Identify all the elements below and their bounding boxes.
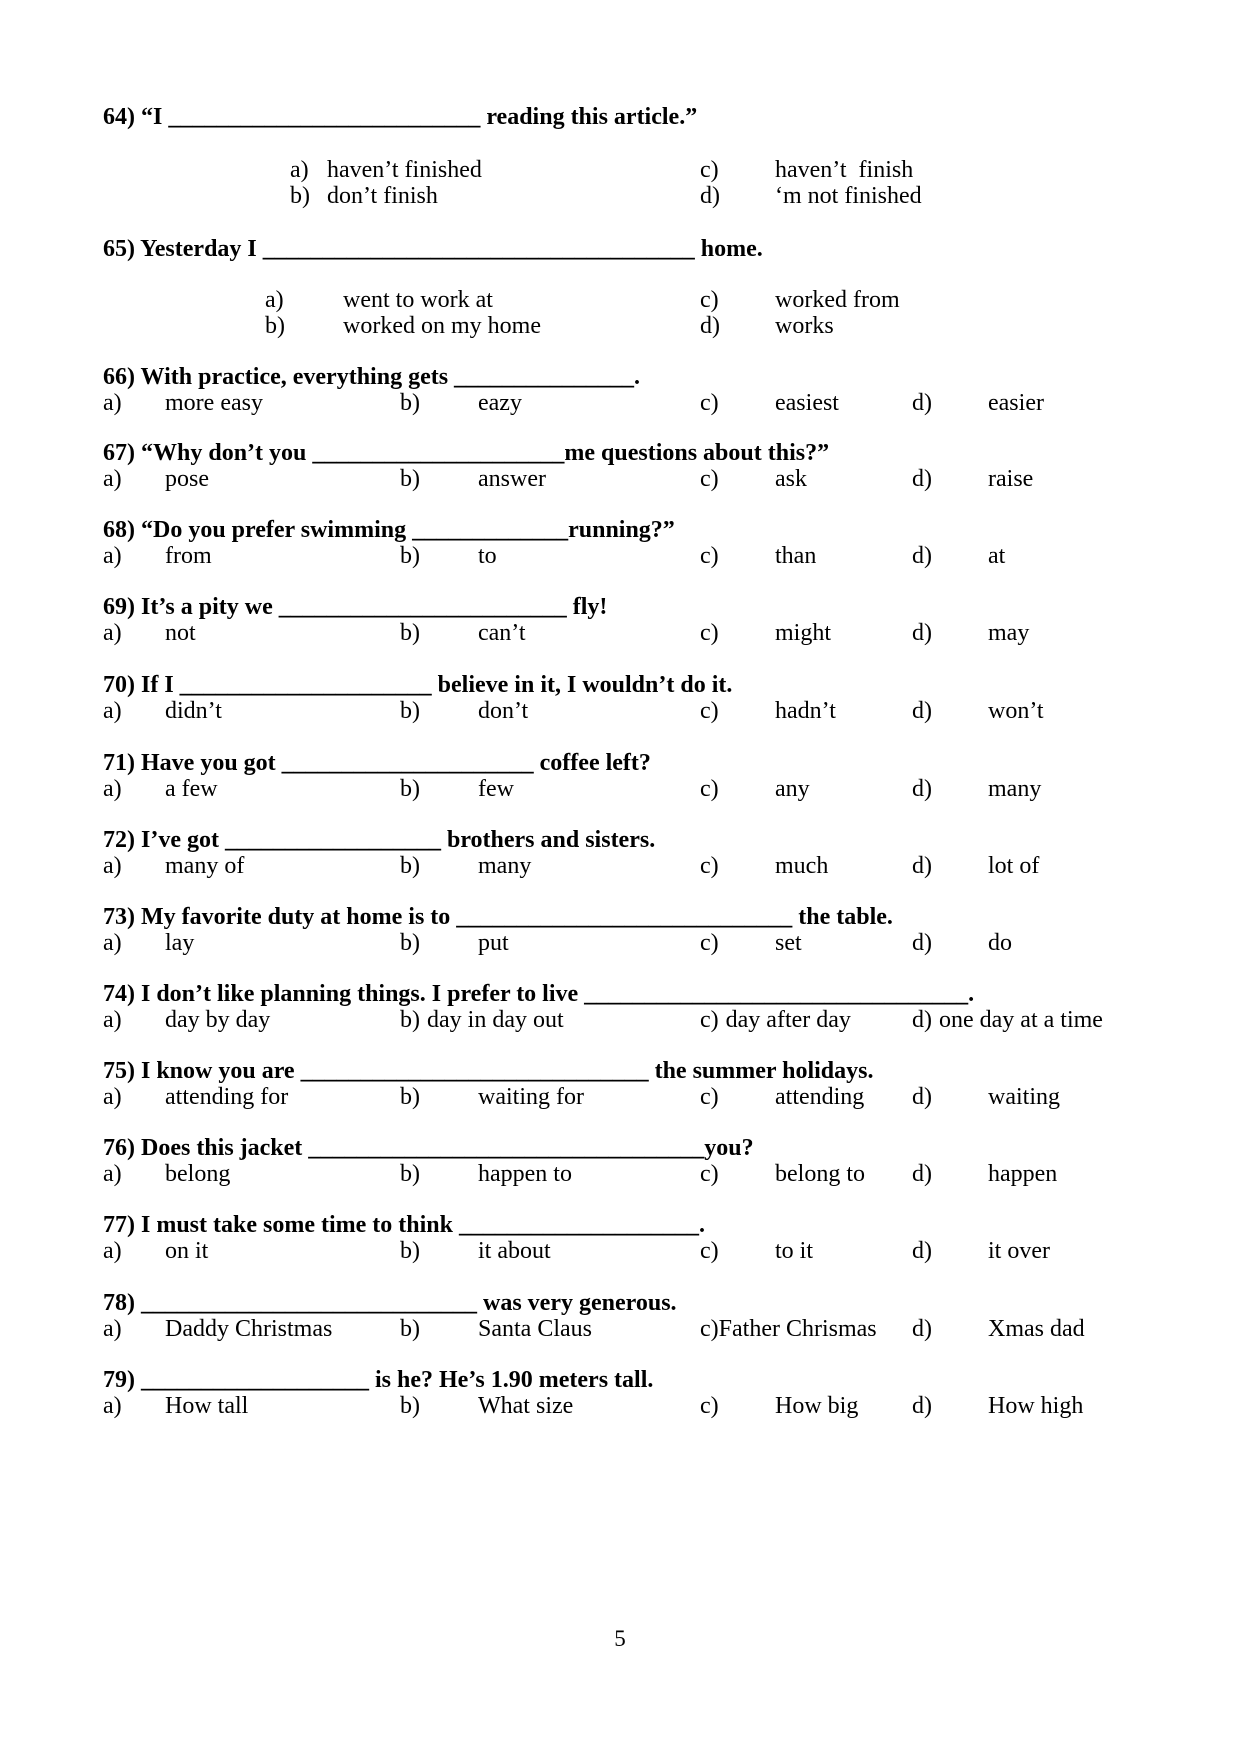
question-text: 70) If I _____________________ believe in it, I wouldn’t do it. (103, 672, 733, 698)
option-text: do (988, 930, 1012, 956)
question-text: 65) Yesterday I ____________________________________ home. (103, 236, 763, 262)
option-label: b) (400, 543, 420, 569)
option-text: day by day (165, 1007, 271, 1033)
question-text: 73) My favorite duty at home is to ____________________________ the table. (103, 904, 893, 930)
option-text: happen (988, 1161, 1058, 1187)
question-text: 72) I’ve got __________________ brothers and sisters. (103, 827, 656, 853)
option-text: eazy (478, 390, 522, 416)
option-text: many of (165, 853, 245, 879)
option-text: than (775, 543, 817, 569)
answer-option (700, 1007, 851, 1033)
option-text: didn’t (165, 698, 222, 724)
option-text: belong to (775, 1161, 865, 1187)
option-label: b) (400, 466, 420, 492)
option-text: on it (165, 1238, 209, 1264)
answer-option (400, 1007, 564, 1033)
option-text: hadn’t (775, 698, 836, 724)
option-text: belong (165, 1161, 231, 1187)
question-text: 69) It’s a pity we ________________________ fly! (103, 594, 608, 620)
page-number: 5 (614, 1626, 626, 1651)
option-label: d) (912, 1007, 932, 1033)
option-label: b) (265, 313, 285, 339)
question-text: 77) I must take some time to think ____________________. (103, 1212, 705, 1238)
option-text: not (165, 620, 196, 646)
option-label: b) (400, 1316, 420, 1342)
option-text: How tall (165, 1393, 249, 1419)
option-label: b) (400, 1393, 420, 1419)
option-text: to it (775, 1238, 814, 1264)
option-label: d) (912, 853, 932, 879)
option-text: one day at a time (939, 1007, 1103, 1033)
option-text: Santa Claus (478, 1316, 592, 1342)
option-label: a) (103, 543, 122, 569)
option-text: works (775, 313, 834, 339)
option-text: many (988, 776, 1042, 802)
option-label: b) (400, 1084, 420, 1110)
option-text: Xmas dad (988, 1316, 1085, 1342)
answer-option (912, 1007, 1103, 1033)
option-label: a) (103, 1007, 122, 1033)
option-text: many (478, 853, 532, 879)
option-text: don’t finish (327, 183, 438, 209)
option-label: d) (912, 620, 932, 646)
option-label: a) (265, 287, 284, 313)
option-text: to (478, 543, 497, 569)
option-label: a) (103, 930, 122, 956)
option-label: d) (700, 313, 720, 339)
question-text: 66) With practice, everything gets _______________. (103, 364, 641, 390)
option-text: haven’t finish (775, 157, 914, 183)
question-text: 75) I know you are _____________________________ the summer holidays. (103, 1058, 874, 1084)
option-text: any (775, 776, 810, 802)
option-label: a) (103, 698, 122, 724)
option-text: Daddy Christmas (165, 1316, 333, 1342)
option-text: attending for (165, 1084, 289, 1110)
question-text: 68) “Do you prefer swimming _____________running?” (103, 517, 675, 543)
option-label: b) (400, 776, 420, 802)
answer-option (700, 1316, 877, 1342)
option-label: a) (103, 1316, 122, 1342)
option-label: c) (700, 1393, 719, 1419)
option-label: d) (912, 1393, 932, 1419)
option-text: lot of (988, 853, 1040, 879)
option-label: d) (912, 543, 932, 569)
option-label: d) (912, 1161, 932, 1187)
option-label: d) (912, 776, 932, 802)
option-text: ask (775, 466, 807, 492)
option-text: happen to (478, 1161, 572, 1187)
option-label: a) (103, 1393, 122, 1419)
option-text: from (165, 543, 212, 569)
option-text: don’t (478, 698, 529, 724)
option-label: b) (290, 183, 310, 209)
option-label: b) (400, 698, 420, 724)
option-label: c) (700, 1161, 719, 1187)
option-text: put (478, 930, 509, 956)
option-label: c) (700, 543, 719, 569)
option-label: c) (700, 390, 719, 416)
option-label: b) (400, 390, 420, 416)
option-text: easier (988, 390, 1044, 416)
option-label: b) (400, 853, 420, 879)
question-text: 76) Does this jacket _________________________________you? (103, 1135, 754, 1161)
option-text: can’t (478, 620, 526, 646)
option-text: few (478, 776, 514, 802)
option-text: attending (775, 1084, 865, 1110)
option-label: c) (700, 853, 719, 879)
option-text: won’t (988, 698, 1044, 724)
option-label: b) (400, 620, 420, 646)
option-text: much (775, 853, 829, 879)
option-label: a) (103, 1084, 122, 1110)
option-label: b) (400, 930, 420, 956)
option-label: c) (700, 776, 719, 802)
option-label: d) (912, 390, 932, 416)
option-text: raise (988, 466, 1034, 492)
option-text: worked from (775, 287, 900, 313)
question-text: 74) I don’t like planning things. I prefer to live ________________________________. (103, 981, 975, 1007)
option-label: b) (400, 1007, 420, 1033)
option-label: d) (912, 1238, 932, 1264)
option-text: may (988, 620, 1030, 646)
option-label: c) (700, 1316, 719, 1342)
question-text: 67) “Why don’t you _____________________me questions about this?” (103, 440, 830, 466)
option-text: waiting (988, 1084, 1060, 1110)
question-text: 79) ___________________ is he? He’s 1.90 meters tall. (103, 1367, 654, 1393)
option-text: set (775, 930, 802, 956)
option-label: a) (290, 157, 309, 183)
option-text: How big (775, 1393, 859, 1419)
option-label: c) (700, 1084, 719, 1110)
option-label: c) (700, 698, 719, 724)
option-label: a) (103, 1238, 122, 1264)
option-label: a) (103, 466, 122, 492)
option-label: c) (700, 1238, 719, 1264)
option-label: c) (700, 466, 719, 492)
option-label: c) (700, 287, 719, 313)
option-text: haven’t finished (327, 157, 482, 183)
option-label: c) (700, 1007, 719, 1033)
option-label: c) (700, 620, 719, 646)
option-label: b) (400, 1238, 420, 1264)
option-label: d) (700, 183, 720, 209)
option-text: easiest (775, 390, 839, 416)
option-label: d) (912, 1316, 932, 1342)
option-label: d) (912, 698, 932, 724)
option-label: b) (400, 1161, 420, 1187)
option-text: Father Chrismas (718, 1316, 877, 1342)
option-label: d) (912, 466, 932, 492)
option-label: a) (103, 390, 122, 416)
option-text: more easy (165, 390, 263, 416)
option-text: day after day (725, 1007, 851, 1033)
option-label: d) (912, 930, 932, 956)
option-text: worked on my home (343, 313, 541, 339)
option-text: it over (988, 1238, 1050, 1264)
question-text: 78) ____________________________ was very generous. (103, 1290, 677, 1316)
option-text: waiting for (478, 1084, 584, 1110)
option-text: at (988, 543, 1006, 569)
question-text: 71) Have you got _____________________ coffee left? (103, 750, 651, 776)
option-text: How high (988, 1393, 1084, 1419)
option-label: a) (103, 1161, 122, 1187)
question-text: 64) “I __________________________ reading this article.” (103, 104, 698, 130)
option-text: answer (478, 466, 546, 492)
option-label: a) (103, 620, 122, 646)
option-label: a) (103, 853, 122, 879)
option-text: ‘m not finished (775, 183, 922, 209)
option-text: a few (165, 776, 218, 802)
option-text: might (775, 620, 832, 646)
option-text: lay (165, 930, 195, 956)
option-text: went to work at (343, 287, 493, 313)
option-label: d) (912, 1084, 932, 1110)
option-text: What size (478, 1393, 574, 1419)
option-text: it about (478, 1238, 551, 1264)
option-label: c) (700, 157, 719, 183)
option-label: c) (700, 930, 719, 956)
option-text: pose (165, 466, 209, 492)
option-label: a) (103, 776, 122, 802)
option-text: day in day out (427, 1007, 564, 1033)
